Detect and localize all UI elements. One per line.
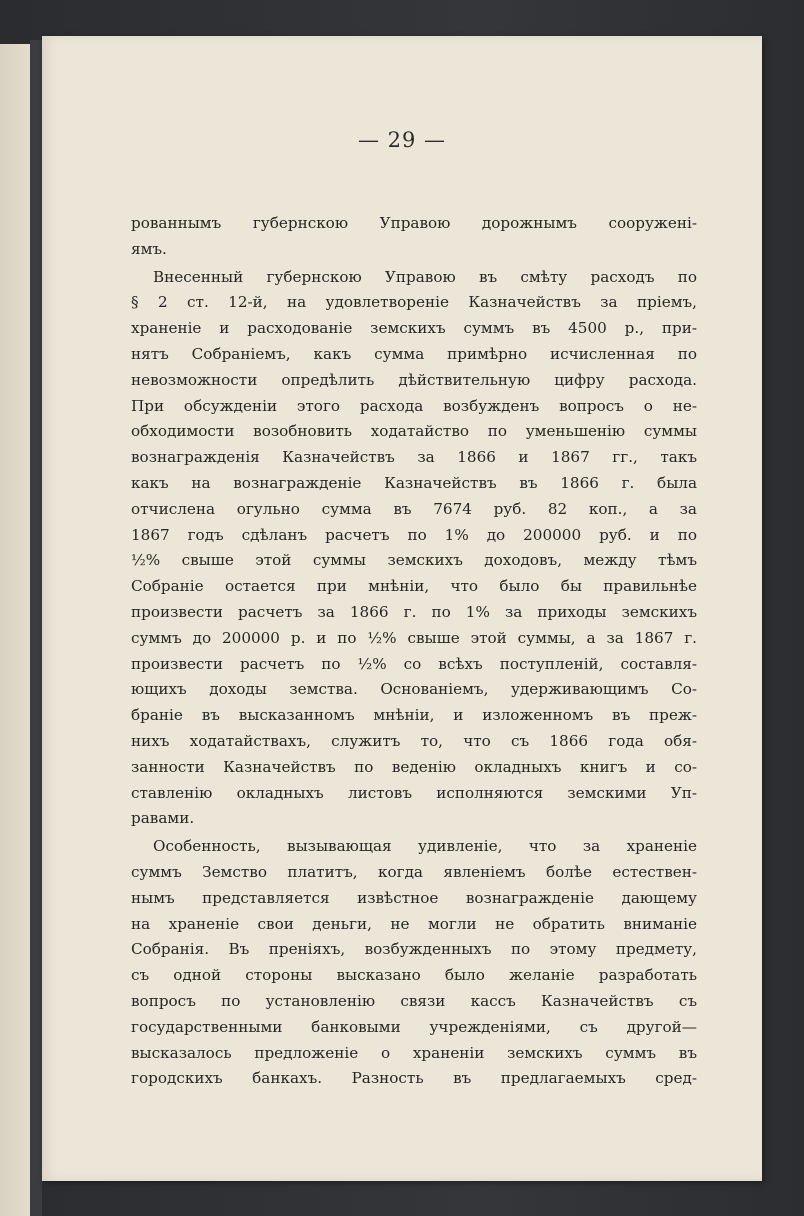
text-line: занности Казначействъ по веденію окладныхъ книгъ и со- bbox=[131, 757, 697, 776]
text-line: невозможности опредѣлить дѣйствительную цифру расхода. bbox=[131, 370, 697, 389]
text-line: ставленію окладныхъ листовъ исполняются земскими Уп- bbox=[131, 783, 697, 802]
text-line: равами. bbox=[131, 809, 195, 828]
text-line: Собранія. Въ преніяхъ, возбужденныхъ по этому предмету, bbox=[131, 940, 697, 959]
page-body-text bbox=[131, 211, 697, 1092]
text-line: суммъ Земство платитъ, когда явленіемъ болѣе естествен- bbox=[131, 862, 697, 881]
text-line: § 2 ст. 12-й, на удовлетвореніе Казначействъ за пріемъ, bbox=[131, 293, 697, 312]
text-line: ямъ. bbox=[131, 239, 167, 258]
text-line: вознагражденія Казначействъ за 1866 и 1867 гг., такъ bbox=[131, 448, 697, 467]
text-line: браніе въ высказанномъ мнѣніи, и изложенномъ въ преж- bbox=[131, 706, 697, 725]
text-line: произвести расчетъ по ½% со всѣхъ поступленій, составля- bbox=[131, 654, 697, 673]
text-line: государственными банковыми учрежденіями, съ другой— bbox=[131, 1017, 697, 1036]
text-line: нихъ ходатайствахъ, служитъ то, что съ 1866 года обя- bbox=[131, 731, 697, 750]
text-line: 1867 годъ сдѣланъ расчетъ по 1% до 200000 руб. и по bbox=[131, 525, 697, 544]
text-line: Особенность, вызывающая удивленіе, что за храненіе bbox=[153, 837, 697, 856]
text-line: суммъ до 200000 р. и по ½% свыше этой суммы, а за 1867 г. bbox=[131, 628, 697, 647]
text-line: При обсужденіи этого расхода возбужденъ вопросъ о не- bbox=[131, 396, 697, 415]
text-line: отчислена огульно сумма въ 7674 руб. 82 коп., а за bbox=[131, 499, 697, 518]
text-line: съ одной стороны высказано было желаніе разработать bbox=[131, 966, 697, 985]
text-line: высказалось предложеніе о храненіи земскихъ суммъ въ bbox=[131, 1043, 697, 1062]
text-line: Собраніе остается при мнѣніи, что было бы правильнѣе bbox=[131, 577, 697, 596]
text-line: произвести расчетъ за 1866 г. по 1% за приходы земскихъ bbox=[131, 602, 697, 621]
text-line: обходимости возобновить ходатайство по уменьшенію суммы bbox=[131, 422, 697, 441]
text-line: вопросъ по установленію связи кассъ Казначействъ съ bbox=[131, 991, 697, 1010]
text-line: ющихъ доходы земства. Основаніемъ, удерживающимъ Со- bbox=[131, 680, 697, 699]
text-line: нымъ представляется извѣстное вознагражденіе дающему bbox=[131, 888, 697, 907]
text-line: какъ на вознагражденіе Казначействъ въ 1866 г. была bbox=[131, 473, 697, 492]
previous-page-edge bbox=[0, 44, 30, 1216]
text-line: рованнымъ губернскою Управою дорожнымъ сооружені- bbox=[131, 214, 697, 232]
page-number: — 29 — bbox=[357, 128, 447, 152]
text-line: храненіе и расходованіе земскихъ суммъ въ 4500 р., при- bbox=[131, 319, 697, 338]
text-line: городскихъ банкахъ. Разность въ предлагаемыхъ сред- bbox=[131, 1069, 697, 1088]
text-line: ½% свыше этой суммы земскихъ доходовъ, между тѣмъ bbox=[131, 551, 697, 570]
text-line: Внесенный губернскою Управою въ смѣту расходъ по bbox=[153, 267, 697, 286]
text-line: нятъ Собраніемъ, какъ сумма примѣрно исчисленная по bbox=[131, 344, 697, 363]
text-line: на храненіе свои деньги, не могли не обратить вниманіе bbox=[131, 914, 697, 933]
book-gutter bbox=[30, 40, 42, 1216]
